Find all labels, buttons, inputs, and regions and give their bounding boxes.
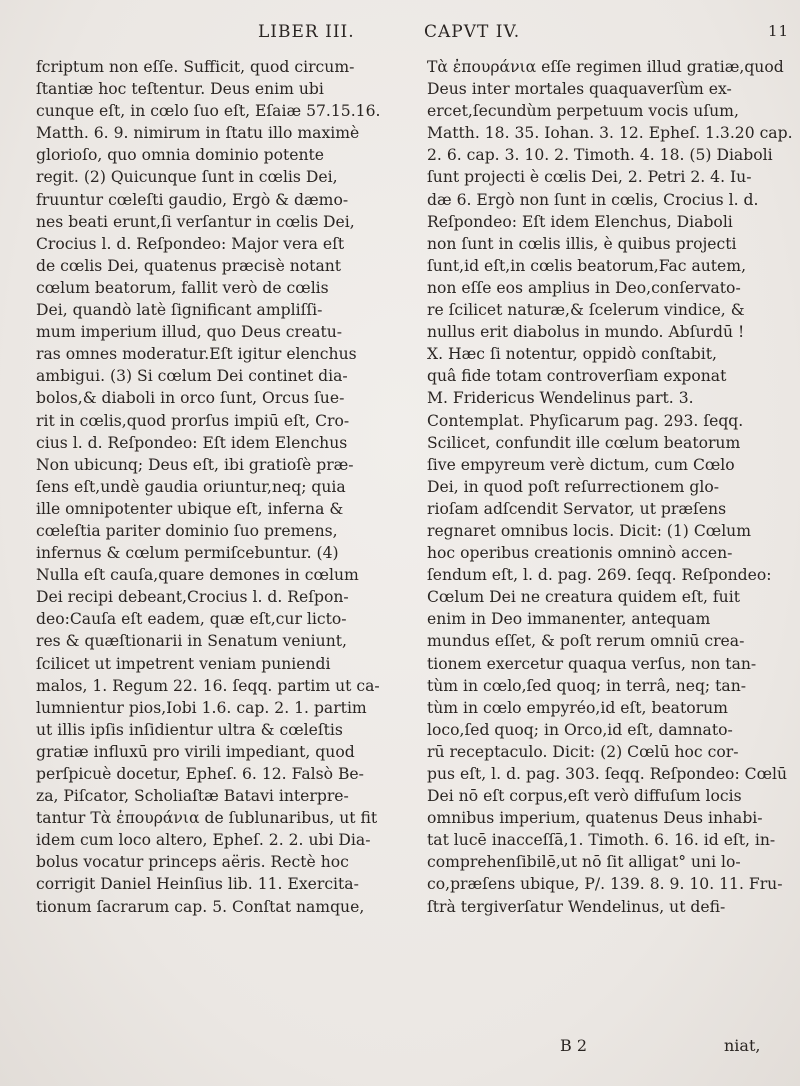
text-line: Dei nō eſt corpus,eſt verò diffuſum locis	[427, 787, 742, 806]
text-line: za, Piſcator, Scholiaſtæ Batavi interpre-	[36, 787, 349, 806]
text-line: Non ubicunq; Deus eſt, ibi gratioſè præ-	[36, 455, 354, 474]
text-line: M. Fridericus Wendelinus part. 3.	[427, 389, 694, 408]
text-line: cunque eſt, in cœlo ſuo eſt, Eſaiæ 57.15.16.	[36, 102, 381, 121]
text-line: ſunt,id eſt,in cœlis beatorum,Fac autem,	[427, 256, 747, 275]
text-line: bolos,& diaboli in orco ſunt, Orcus ſue-	[36, 389, 345, 408]
text-line: hoc operibus creationis omninò accen-	[427, 544, 733, 563]
text-line: tat lucē inacceſſā,1. Timoth. 6. 16. id eſt, in-	[427, 831, 776, 850]
text-line: cius l. d. Reſpondeo: Eſt idem Elenchus	[36, 433, 348, 452]
text-line: regnaret omnibus locis. Dicit: (1) Cœlum	[427, 521, 752, 540]
text-line: mundus eſſet, & poſt rerum omniū crea-	[427, 632, 745, 651]
text-line: enim in Deo immanenter, antequam	[427, 610, 711, 629]
text-line: ſcilicet ut impetrent veniam puniendi	[36, 654, 331, 673]
text-line: regit. (2) Quicunque ſunt in cœlis Dei,	[36, 168, 338, 187]
text-line: ut illis ipſis inſidientur ultra & cœleſtis	[36, 720, 343, 739]
text-line: ambigui. (3) Si cœlum Dei continet dia-	[36, 367, 348, 386]
signature-mark: B 2	[560, 1036, 588, 1055]
text-line: comprehenſibilē,ut nō ſit alligat° uni lo-	[427, 853, 741, 872]
text-line: infernus & cœlum permiſcebuntur. (4)	[36, 544, 339, 563]
text-line: non eſſe eos amplius in Deo,conſervato-	[427, 278, 741, 297]
text-line: quâ fide totam controverſiam exponat	[427, 367, 727, 386]
text-line: ſunt projecti è cœlis Dei, 2. Petri 2. 4. Iu-	[427, 168, 752, 187]
text-line: Τὰ ἐπουράνια eſſe regimen illud gratiæ,quod	[427, 58, 784, 76]
text-line: rioſam adſcendit Servator, ut præſens	[427, 499, 727, 518]
text-line: deo:Cauſa eſt eadem, quæ eſt,cur licto-	[36, 610, 347, 629]
text-line: perſpicuè docetur, Epheſ. 6. 12. Falsò Be-	[36, 765, 364, 783]
text-line: Dei recipi debeant,Crocius l. d. Reſpon-	[36, 588, 349, 607]
text-line: ſendum eſt, l. d. pag. 269. ſeqq. Reſpondeo:	[427, 566, 772, 585]
text-line: Contemplat. Phyſicarum pag. 293. ſeqq.	[427, 411, 744, 430]
text-line: Matth. 18. 35. Iohan. 3. 12. Epheſ. 1.3.20 cap.	[427, 124, 793, 143]
book-title: LIBER III.	[258, 22, 355, 42]
text-line: X. Hæc ſi notentur, oppidò conſtabit,	[427, 345, 717, 364]
text-line: Dei, in quod poſt reſurrectionem glo-	[427, 477, 719, 496]
text-line: nes beati erunt,ſi verſantur in cœlis Dei,	[36, 212, 355, 231]
text-line: cœlum beatorum, fallit verò de cœlis	[36, 278, 329, 297]
text-line: ſive empyreum verè dictum, cum Cœlo	[427, 455, 735, 474]
text-line: ſtantiæ hoc teſtentur. Deus enim ubi	[36, 80, 324, 99]
text-line: cœleſtia pariter dominio ſuo premens,	[36, 521, 338, 540]
text-line: omnibus imperium, quatenus Deus inhabi-	[427, 809, 763, 828]
right-text-column	[427, 56, 793, 918]
text-line: ercet,ſecundùm perpetuum vocis uſum,	[427, 102, 739, 121]
text-line: Cœlum Dei ne creatura quidem eſt, fuit	[427, 588, 740, 607]
text-line: non ſunt in cœlis illis, è quibus projecti	[427, 234, 737, 253]
text-line: Reſpondeo: Eſt idem Elenchus, Diaboli	[427, 212, 733, 231]
text-line: tùm in cœlo empyréo,id eſt, beatorum	[427, 698, 728, 717]
text-line: rit in cœlis,quod prorſus impiū eſt, Cro-	[36, 411, 350, 430]
running-header	[0, 22, 800, 52]
catchword: niat,	[724, 1036, 761, 1055]
text-line: Nulla eſt cauſa,quare demones in cœlum	[36, 566, 359, 585]
chapter-title: CAPVT IV.	[424, 22, 521, 42]
text-line: ille omnipotenter ubique eſt, inferna &	[36, 499, 344, 518]
text-line: bolus vocatur princeps aëris. Rectè hoc	[36, 853, 349, 872]
text-line: corrigit Daniel Heinſius lib. 11. Exercita-	[36, 875, 359, 894]
text-line: 2. 6. cap. 3. 10. 2. Timoth. 4. 18. (5) Diaboli	[427, 146, 773, 165]
text-line: Deus inter mortales quaquaverſùm ex-	[427, 80, 732, 99]
left-text-column	[36, 56, 402, 918]
text-line: gratiæ influxū pro virili impediant, quod	[36, 742, 355, 761]
text-line: loco,ſed quoq; in Orco,id eſt, damnato-	[427, 720, 733, 739]
text-line: tantur Τὰ ἐπουράνια de ſublunaribus, ut fit	[36, 809, 378, 828]
text-line: lumnientur pios,Iobi 1.6. cap. 2. 1. partim	[36, 698, 367, 717]
text-line: co,præſens ubique, P/. 139. 8. 9. 10. 11. Fru-	[427, 875, 783, 894]
text-line: fruuntur cœleſti gaudio, Ergò & dæmo-	[36, 190, 349, 209]
text-line: Dei, quandò latè ſignificant ampliſſi-	[36, 301, 323, 320]
text-line: de cœlis Dei, quatenus præcisè notant	[36, 256, 342, 275]
text-line: tùm in cœlo,ſed quoq; in terrâ, neq; tan-	[427, 676, 747, 695]
text-line: nullus erit diabolus in mundo. Abſurdū !	[427, 323, 745, 342]
text-line: glorioſo, quo omnia dominio potente	[36, 146, 325, 165]
text-line: ſens eſt,undè gaudia oriuntur,neq; quia	[36, 477, 346, 496]
text-line: idem cum loco altero, Epheſ. 2. 2. ubi Dia-	[36, 831, 371, 850]
page-number: 11	[768, 22, 790, 40]
text-line: tionum ſacrarum cap. 5. Conſtat namque,	[36, 897, 365, 916]
text-line: mum imperium illud, quo Deus creatu-	[36, 323, 343, 342]
text-line: re ſcilicet naturæ,& ſcelerum vindice, &	[427, 301, 745, 320]
text-line: ſtrà tergiverſatur Wendelinus, ut defi-	[427, 897, 726, 916]
text-line: Scilicet, confundit ille cœlum beatorum	[427, 433, 741, 452]
text-line: Crocius l. d. Reſpondeo: Major vera eſt	[36, 234, 345, 253]
text-line: Matth. 6. 9. nimirum in ſtatu illo maximè	[36, 124, 360, 143]
text-line: fcriptum non eſſe. Sufficit, quod circum-	[36, 58, 355, 76]
text-line: res & quæſtionarii in Senatum veniunt,	[36, 632, 347, 651]
text-line: ras omnes moderatur.Eſt igitur elenchus	[36, 345, 357, 364]
text-line: pus eſt, l. d. pag. 303. ſeqq. Reſpondeo: Cœlū	[427, 765, 788, 783]
text-line: malos, 1. Regum 22. 16. ſeqq. partim ut ca-	[36, 676, 380, 695]
text-line: dæ 6. Ergò non ſunt in cœlis, Crocius l. d.	[427, 190, 759, 209]
text-line: tionem exercetur quaqua verſus, non tan-	[427, 654, 757, 673]
text-line: rū receptaculo. Dicit: (2) Cœlū hoc cor-	[427, 742, 739, 761]
